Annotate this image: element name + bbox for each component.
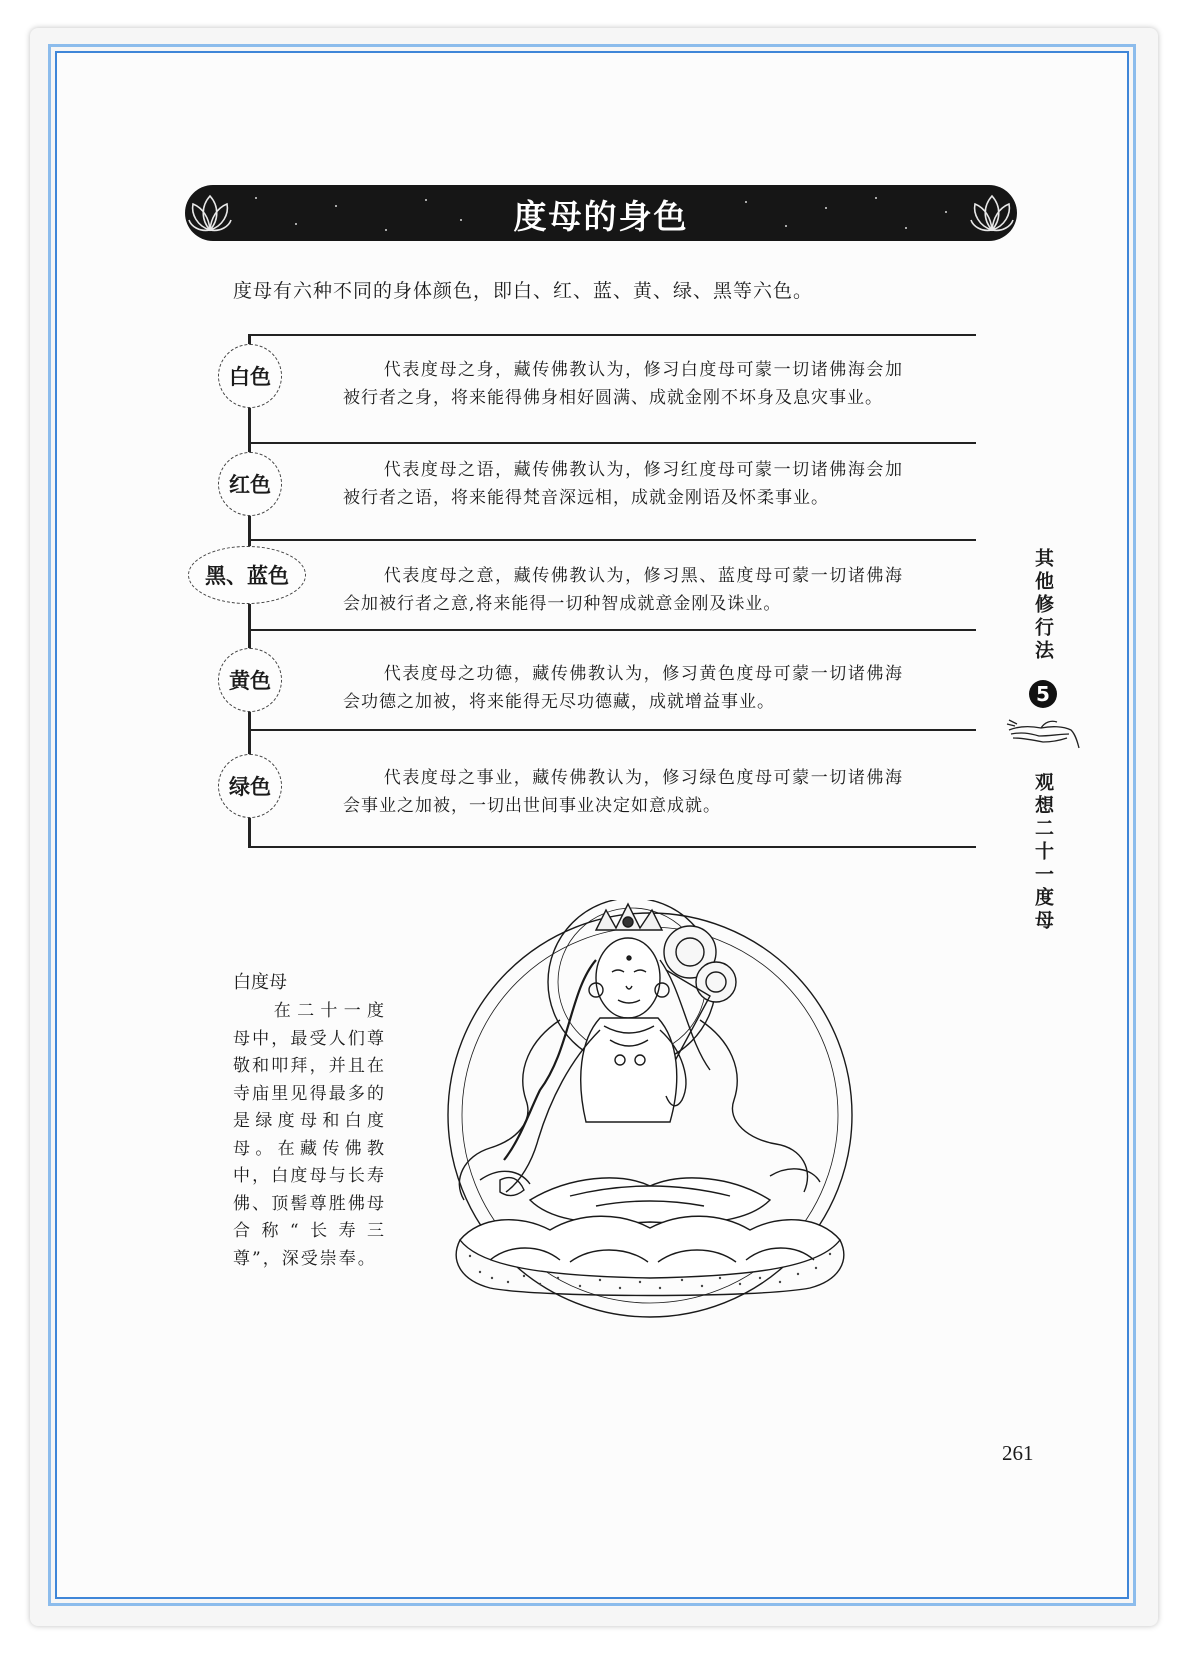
row-text-green: 代表度母之事业，藏传佛教认为，修习绿色度母可蒙一切诸佛海会事业之加被，一切出世间事业决定如意成就。 xyxy=(343,768,903,816)
open-hand-icon xyxy=(1005,712,1083,752)
lotus-ornament-icon xyxy=(969,190,1015,236)
body-color-table xyxy=(205,334,976,848)
row-text-white: 代表度母之身，藏传佛教认为，修习白度母可蒙一切诸佛海会加被行者之身，将来能得佛身相好圆满、成就金刚不坏身及息灾事业。 xyxy=(343,360,903,408)
caption-title: 白度母 xyxy=(233,972,287,993)
label-yellow: 黄色 xyxy=(218,648,282,712)
row-text-yellow: 代表度母之功德，藏传佛教认为，修习黄色度母可蒙一切诸佛海会功德之加被，将来能得无尽功德藏，成就增益事业。 xyxy=(343,664,903,712)
title-banner xyxy=(185,185,1017,241)
page-title: 度母的身色 xyxy=(513,197,689,236)
row-divider xyxy=(248,442,976,444)
label-white: 白色 xyxy=(218,344,282,408)
side-tab-section: 其他修行法 xyxy=(1032,548,1054,663)
chapter-number-badge: 5 xyxy=(1029,680,1057,708)
row-divider xyxy=(248,539,976,541)
label-black-blue: 黑、蓝色 xyxy=(188,546,306,604)
row-divider xyxy=(248,729,976,731)
row-divider xyxy=(248,846,976,848)
illustration-caption xyxy=(233,968,386,1273)
label-red: 红色 xyxy=(218,452,282,516)
row-divider xyxy=(248,629,976,631)
white-tara-illustration-icon xyxy=(420,900,880,1370)
caption-body: 在二十一度母中，最受人们尊敬和叩拜，并且在寺庙里见得最多的是绿度母和白度母。在藏传佛教中，白度母与长寿佛、顶髻尊胜佛母合称“长寿三尊”，深受崇奉。 xyxy=(233,1001,386,1269)
label-green: 绿色 xyxy=(218,754,282,818)
side-tab-chapter-title: 观想二十一度母 xyxy=(1032,772,1054,933)
row-divider xyxy=(248,334,976,336)
intro-paragraph: 度母有六种不同的身体颜色，即白、红、蓝、黄、绿、黑等六色。 xyxy=(233,280,814,302)
page-number: 261 xyxy=(1002,1441,1034,1465)
row-text-black-blue: 代表度母之意，藏传佛教认为，修习黑、蓝度母可蒙一切诸佛海会加被行者之意,将来能得一切种智成就意金刚及诛业。 xyxy=(343,566,903,614)
row-text-red: 代表度母之语，藏传佛教认为，修习红度母可蒙一切诸佛海会加被行者之语，将来能得梵音深远相，成就金刚语及怀柔事业。 xyxy=(343,460,903,508)
